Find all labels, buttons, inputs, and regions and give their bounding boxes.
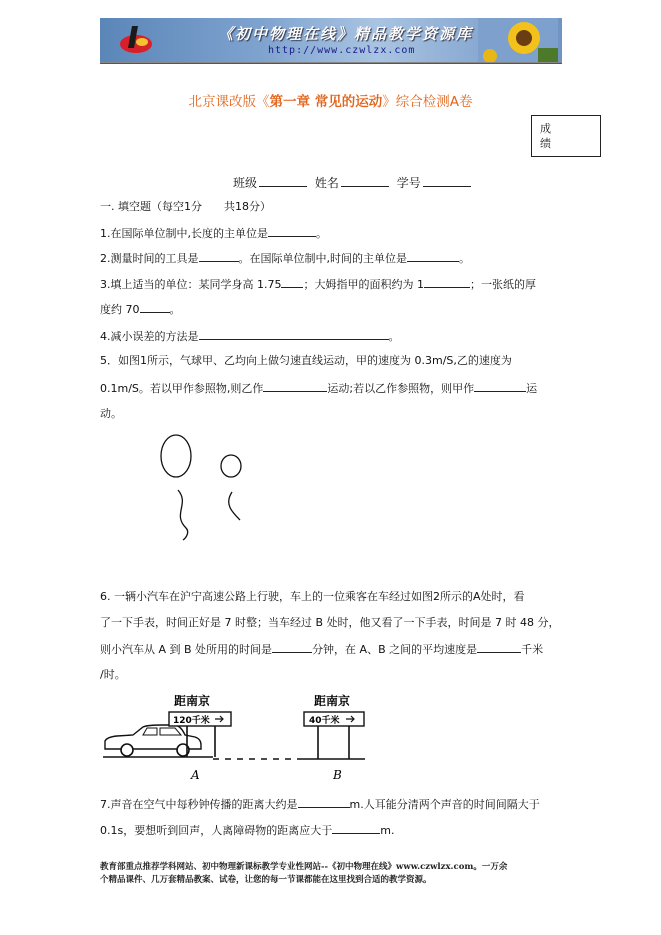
footer-line-2: 个精品课件、几万套精品教案、试卷，让您的每一节课都能在这里找到合适的教学资源。 (100, 875, 432, 885)
q5-end: 动。 (100, 407, 122, 420)
q3-text: 3.填上适当的单位：某同学身高 1.75 (100, 278, 282, 291)
class-label: 班级 (233, 176, 258, 190)
banner-url[interactable]: http://www.czwlzx.com (268, 45, 416, 56)
question-5-line-1 (100, 354, 512, 368)
q2-text-2: 。在国际单位制中,时间的主单位是 (238, 252, 407, 265)
question-1 (100, 226, 327, 241)
q6-end: /时。 (100, 668, 126, 681)
site-logo-icon (118, 22, 154, 58)
q6-blank-1[interactable] (272, 642, 312, 653)
class-field[interactable] (259, 174, 307, 187)
balloon-yi-icon (221, 455, 241, 477)
question-3-line-1 (100, 277, 536, 292)
score-label-1: 成 (540, 122, 551, 135)
q3-text-4: 度约 70 (100, 303, 140, 316)
sign-a-title: 距南京 (174, 694, 211, 708)
q3-text-3: ；一张纸的厚 (469, 278, 536, 291)
question-7-line-1 (100, 797, 540, 812)
q5-text-2: 0.1m/S。若以甲作参照物,则乙作 (100, 382, 264, 395)
question-2 (100, 251, 470, 266)
question-5-line-3 (100, 407, 122, 421)
sign-b-value: 40千米 (309, 716, 340, 726)
balloon-yi-string (229, 492, 240, 520)
question-4 (100, 329, 400, 344)
q6-text-2: 了一下手表，时间正好是 7 时整；当车经过 B 处时，他又看了一下手表，时间是 7 时 48 分， (100, 616, 560, 629)
q2-blank-1[interactable] (199, 251, 239, 262)
footer-note (100, 861, 570, 887)
balloon-figure (150, 430, 260, 545)
q6-blank-2[interactable] (477, 642, 521, 653)
q3-text-2: ；大姆指甲的面积约为 1 (303, 278, 424, 291)
banner-title: 《初中物理在线》精品教学资源库 (218, 25, 474, 43)
balloon-jia-icon (161, 435, 191, 477)
q7-end: m. (380, 824, 395, 837)
question-6-line-2 (100, 616, 560, 630)
section-heading: 一. 填空题（每空1分 共18分） (100, 200, 271, 213)
question-5-line-2 (100, 381, 537, 396)
question-6-line-1 (100, 590, 525, 604)
header-rule (100, 63, 562, 64)
footer-line-1: 教育部重点推荐学科网站、初中物理新课标教学专业性网站--《初中物理在线》www.czwlzx.com。一万余 (100, 862, 508, 872)
q5-text-3: 运动;若以乙作参照物，则甲作 (327, 382, 475, 395)
q5-text: 5．如图1所示，气球甲、乙均向上做匀速直线运动，甲的速度为 0.3m/S,乙的速度为 (100, 354, 512, 367)
q7-text-2: m.人耳能分清两个声音的时间间隔大于 (349, 798, 540, 811)
q6-text-3: 则小汽车从 A 到 B 处所用的时间是 (100, 643, 273, 656)
question-7-line-2 (100, 823, 394, 838)
q7-blank-1[interactable] (298, 797, 350, 808)
q2-blank-2[interactable] (407, 251, 459, 262)
q7-blank-2[interactable] (332, 823, 380, 834)
sunflower-icon (478, 18, 558, 62)
question-6-line-4 (100, 668, 126, 682)
question-3-line-2 (100, 302, 181, 317)
q3-blank-2[interactable] (424, 277, 470, 288)
balloon-jia-string (178, 490, 188, 540)
name-label: 姓名 (314, 176, 339, 190)
label-b: B (333, 768, 342, 782)
id-field[interactable] (423, 174, 471, 187)
q4-blank[interactable] (199, 329, 389, 340)
q1-text: 1.在国际单位制中,长度的主单位是 (100, 227, 268, 240)
question-6-line-3 (100, 642, 543, 657)
title-chapter: 第一章 常见的运动 (269, 94, 383, 110)
title-prefix: 北京课改版《 (188, 94, 270, 110)
q5-blank-2[interactable] (474, 381, 526, 392)
highway-figure (103, 693, 365, 783)
q5-text-4: 运 (526, 382, 538, 395)
document-title (0, 90, 661, 110)
q1-blank[interactable] (268, 226, 316, 237)
q7-text: 7.声音在空气中每秒钟传播的距离大约是 (100, 798, 298, 811)
name-field[interactable] (341, 174, 389, 187)
sign-a-value: 120千米 (173, 716, 210, 726)
q2-text: 2.测量时间的工具是 (100, 252, 199, 265)
q6-text-5: 千米 (521, 643, 544, 656)
q4-end: 。 (388, 330, 400, 343)
label-a: A (191, 768, 200, 782)
q6-text-4: 分钟，在 A、B 之间的平均速度是 (312, 643, 478, 656)
score-box (531, 115, 601, 157)
q7-text-3: 0.1s，要想听到回声，人离障碍物的距离应大于 (100, 824, 333, 837)
q6-text: 6. 一辆小汽车在沪宁高速公路上行驶，车上的一位乘客在车经过如图2所示的A处时，看 (100, 590, 525, 603)
q3-end: 。 (169, 303, 181, 316)
q5-blank-1[interactable] (263, 381, 327, 392)
sign-b-title: 距南京 (314, 694, 351, 708)
title-suffix: 》综合检测A卷 (382, 94, 473, 110)
id-label: 学号 (396, 176, 421, 190)
q3-blank-1[interactable] (281, 277, 303, 288)
student-info (233, 174, 475, 191)
q3-blank-3[interactable] (140, 302, 170, 313)
q1-end: 。 (316, 227, 327, 240)
q4-text: 4.减小误差的方法是 (100, 330, 199, 343)
header-banner (100, 18, 562, 63)
q2-end: 。 (459, 252, 470, 265)
score-label-2: 绩 (540, 137, 551, 150)
